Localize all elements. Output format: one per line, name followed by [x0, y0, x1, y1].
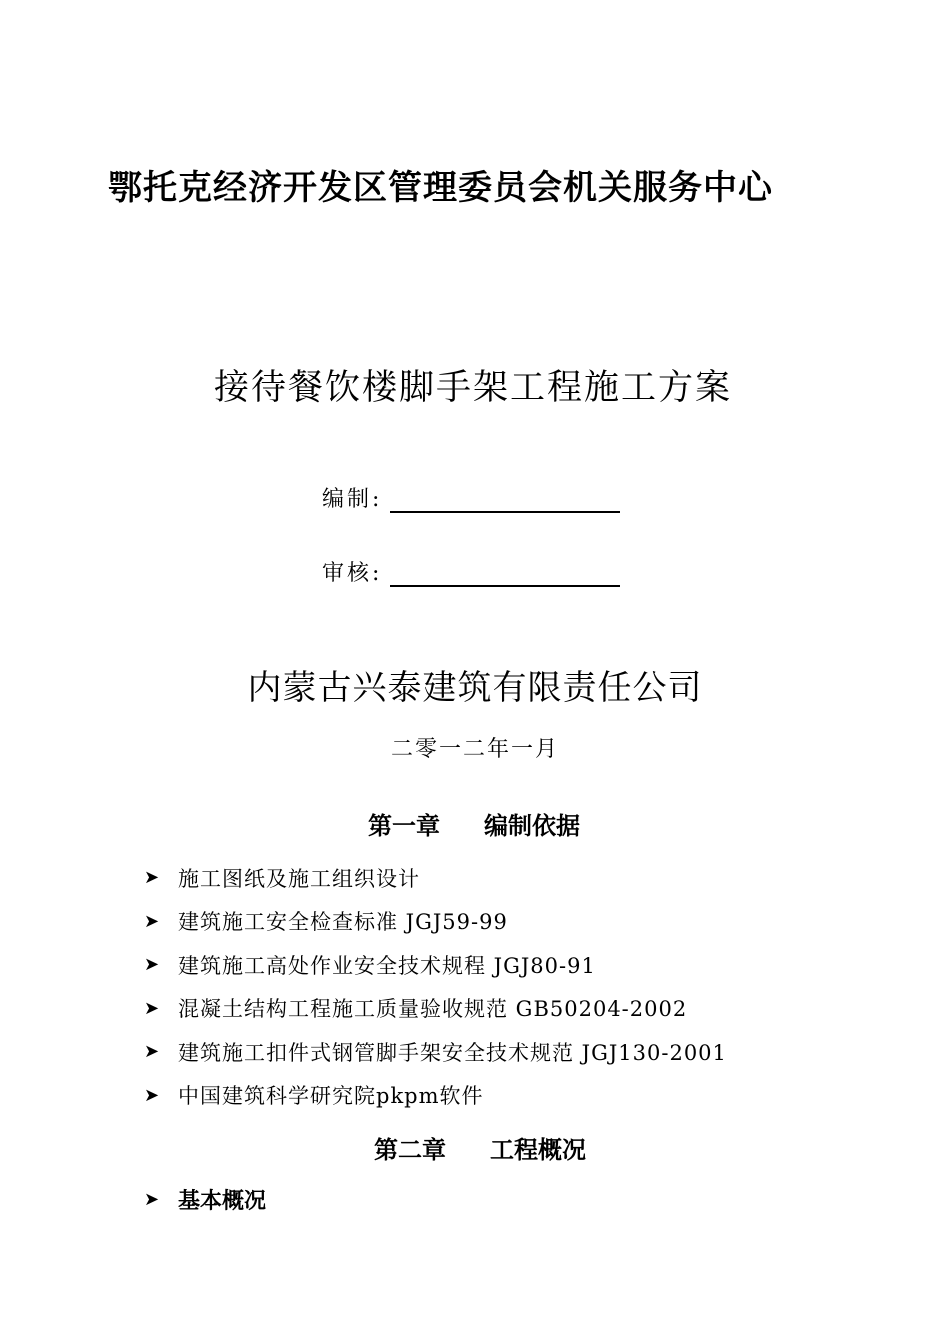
arrow-bullet-icon: ➤ [144, 867, 160, 889]
reference-text: 中国建筑科学研究院pkpm软件 [178, 1084, 484, 1109]
document-title: 接待餐饮楼脚手架工程施工方案 [214, 368, 733, 408]
chapter-1-title: 编制依据 [484, 811, 580, 840]
reference-text: 建筑施工扣件式钢管脚手架安全技术规范 JGJ130-2001 [178, 1040, 727, 1065]
sub-heading-text: 基本概况 [178, 1188, 267, 1214]
reviewed-by-label: 审核: [322, 561, 383, 586]
arrow-bullet-icon: ➤ [144, 1041, 160, 1063]
arrow-bullet-icon: ➤ [144, 1189, 160, 1210]
chapter-1-heading [368, 806, 580, 841]
arrow-bullet-icon: ➤ [144, 910, 160, 932]
reference-text: 建筑施工安全检查标准 JGJ59-99 [178, 910, 508, 935]
compiled-by-row [322, 482, 620, 513]
reference-text: 建筑施工高处作业安全技术规程 JGJ80-91 [178, 953, 596, 978]
organization-title: 鄂托克经济开发区管理委员会机关服务中心 [108, 168, 773, 208]
arrow-bullet-icon: ➤ [144, 997, 160, 1019]
list-item [144, 943, 727, 987]
list-item [144, 1030, 727, 1074]
arrow-bullet-icon: ➤ [144, 1084, 160, 1106]
basic-overview-heading [144, 1184, 266, 1215]
list-item [144, 900, 727, 944]
reference-list [144, 856, 727, 1117]
chapter-2-heading [374, 1130, 586, 1165]
list-item [144, 1074, 727, 1118]
list-item [144, 987, 727, 1031]
compiled-by-signature-line [390, 487, 620, 513]
reference-text: 混凝土结构工程施工质量验收规范 GB50204-2002 [178, 997, 688, 1022]
reference-text: 施工图纸及施工组织设计 [178, 866, 420, 891]
company-name: 内蒙古兴泰建筑有限责任公司 [247, 668, 703, 708]
chapter-2-title: 工程概况 [490, 1135, 586, 1164]
arrow-bullet-icon: ➤ [144, 954, 160, 976]
list-item [144, 856, 727, 900]
document-date: 二零一二年一月 [390, 737, 559, 762]
compiled-by-label: 编制: [322, 487, 383, 512]
reviewed-by-row [322, 556, 620, 587]
chapter-1-number: 第一章 [368, 811, 440, 840]
chapter-2-number: 第二章 [374, 1135, 446, 1164]
reviewed-by-signature-line [390, 561, 620, 587]
